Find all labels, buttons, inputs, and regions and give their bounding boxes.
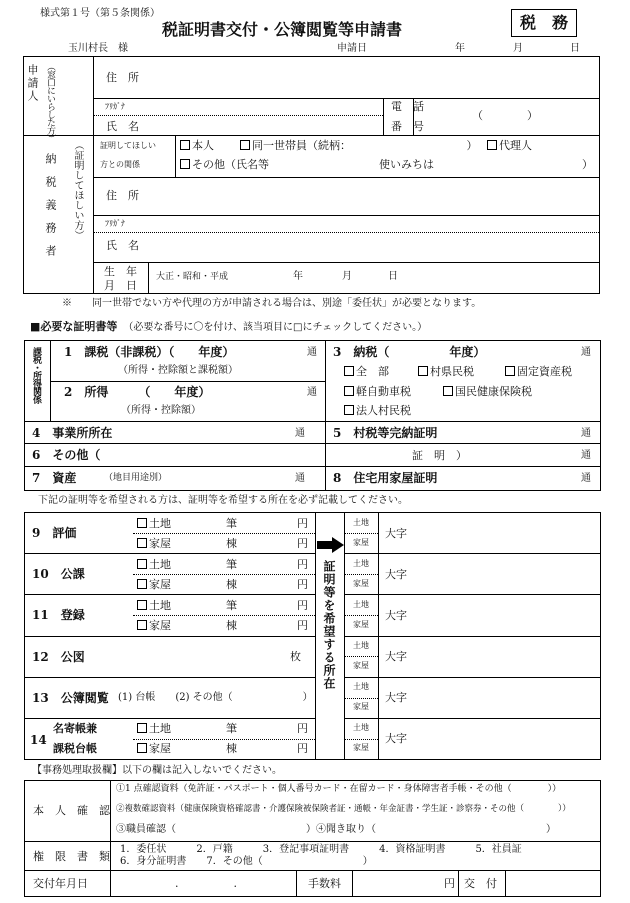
issue-date-dots: . .: [175, 877, 237, 890]
prop-11-fude: 筆: [226, 599, 237, 612]
loc-6-land: 土地: [353, 723, 369, 732]
cert-item-6[interactable]: 6 その他（: [32, 448, 101, 462]
prop-10-yen-1: 円: [297, 558, 308, 571]
loc-4-house: 家屋: [353, 661, 369, 670]
cert-item-2-unit: 通: [307, 387, 317, 398]
identity-check-line-2: ②複数確認資料（健康保険資格確認書・介護保険被保険者証・通帳・年金証書・学生証・診察券・その他（ ））: [116, 804, 571, 814]
loc-6-house: 家屋: [353, 743, 369, 752]
cert-item-1[interactable]: 1 課税（非課税）（ 年度）: [64, 345, 235, 359]
page-title: 税証明書交付・公簿閲覧等申請書: [162, 20, 403, 39]
prop-item-14-title-2[interactable]: 課税台帳: [53, 742, 97, 755]
relation-label-line2: 方との関係: [100, 160, 140, 169]
taxpayer-name-label: 氏 名: [106, 239, 139, 252]
fee-label: 手数料: [308, 877, 341, 890]
certificate-table: [24, 340, 601, 491]
birth-month: 月: [342, 271, 352, 282]
prop-11-house-checkbox[interactable]: 家屋: [137, 620, 171, 631]
prop-9-fude: 筆: [226, 517, 237, 530]
prop-10-yen-2: 円: [297, 578, 308, 591]
taxpayer-address-label: 住 所: [106, 189, 139, 202]
prop-14-yen-2: 円: [297, 742, 308, 755]
relation-other-checkbox[interactable]: その他（氏名等 使いみちは: [180, 159, 434, 170]
cert-item-5[interactable]: 5 村税等完納証明: [333, 426, 438, 440]
stamp-box: 税 務: [511, 9, 577, 37]
authority-docs-line-1: 1．委任状 2．戸籍 3．登記事項証明書 4．資格証明書 5．社員証: [120, 844, 522, 855]
applicant-name-label: 氏 名: [106, 120, 139, 133]
prop-10-fude: 筆: [226, 558, 237, 571]
section-heading: ■必要な証明書等 （必要な番号に〇を付け、該当項目に□にチェックしてください。）: [30, 320, 428, 333]
cert-item-4-unit: 通: [295, 428, 305, 439]
mayor-addressee: 玉川村長 様: [68, 43, 128, 54]
cert-item-3[interactable]: 3 納税（ 年度）: [333, 345, 486, 359]
cert-item-5-unit: 通: [581, 428, 591, 439]
tax-option-light-vehicle[interactable]: 軽自動車税: [344, 386, 411, 397]
relation-agent-checkbox[interactable]: 代理人: [487, 140, 532, 151]
birth-era-options[interactable]: 大正・昭和・平成: [156, 272, 229, 282]
loc-5-land: 土地: [353, 682, 369, 691]
taxpayer-address-field[interactable]: [150, 180, 590, 213]
applicant-address-field[interactable]: [150, 60, 590, 96]
authority-docs-label: 権 限 書 類: [33, 850, 110, 863]
cert-item-3-unit: 通: [581, 347, 591, 358]
cert-item-6-unit: 通: [581, 450, 591, 461]
taxpayer-furigana-label: ﾌﾘｶﾞﾅ: [105, 219, 125, 228]
cert-item-6-mid: 証 明 ）: [412, 449, 467, 462]
phone-label-line2: 番 号: [391, 120, 424, 133]
cert-item-7-sub: （地目用途別）: [104, 473, 168, 483]
cert-item-4[interactable]: 4 事業所所在: [32, 426, 113, 440]
applicant-side-sublabel: （窓口にいらした方）: [45, 62, 55, 142]
prop-11-yen-2: 円: [297, 619, 308, 632]
prop-14-fude: 筆: [226, 722, 237, 735]
loc-6-oaza[interactable]: 大字: [385, 732, 407, 745]
prop-10-land-checkbox[interactable]: 土地: [137, 559, 171, 570]
cert-item-1-unit: 通: [307, 347, 317, 358]
prop-item-14-number: 14: [30, 733, 47, 747]
application-date-label: 申請日: [337, 43, 367, 54]
office-use-caption: 【事務処理取扱欄】以下の欄は記入しないでください。: [32, 765, 282, 776]
loc-1-oaza[interactable]: 大字: [385, 527, 407, 540]
cert-item-2[interactable]: 2 所得 （ 年度）: [64, 385, 211, 399]
loc-1-house: 家屋: [353, 538, 369, 547]
loc-3-oaza[interactable]: 大字: [385, 609, 407, 622]
prop-9-land-checkbox[interactable]: 土地: [137, 518, 171, 529]
identity-check-line-3: ③職員確認（ ）④聞き取り（ ）: [116, 824, 556, 835]
prop-11-tou: 棟: [226, 619, 237, 632]
taxpayer-name-field[interactable]: [150, 218, 590, 260]
birth-day: 日: [388, 271, 398, 282]
identity-check-label: 本 人 確 認: [33, 804, 110, 817]
prop-item-14-title-1[interactable]: 名寄帳兼: [53, 722, 97, 735]
prop-9-yen-2: 円: [297, 537, 308, 550]
delivered-label: 交 付: [464, 877, 497, 890]
identity-check-line-1: ①1 点確認資料（免許証・パスポート・個人番号カード・在留カード・身体障害者手帳・その他（ ））: [116, 784, 562, 794]
loc-4-land: 土地: [353, 641, 369, 650]
prop-10-house-checkbox[interactable]: 家屋: [137, 579, 171, 590]
relation-label-line1: 証明してほしい: [100, 141, 156, 150]
relation-self-checkbox[interactable]: 本人: [180, 140, 214, 151]
tax-option-corporate[interactable]: 法人村民税: [344, 405, 411, 416]
fee-yen: 円: [444, 877, 455, 890]
prop-item-9[interactable]: 9 評価: [32, 526, 77, 540]
form-number: 様式第１号（第５条関係）: [40, 8, 160, 19]
loc-2-land: 土地: [353, 559, 369, 568]
relation-household-checkbox[interactable]: 同一世帯員（続柄： ）: [240, 140, 478, 151]
applicant-furigana-label: ﾌﾘｶﾞﾅ: [105, 102, 125, 111]
relation-other-close-paren: ）: [582, 158, 593, 171]
prop-13-options[interactable]: (1) 台帳 (2) その他（ ）: [118, 692, 313, 703]
date-day: 日: [570, 43, 580, 54]
tax-option-property[interactable]: 固定資産税: [505, 366, 572, 377]
tax-option-all[interactable]: 全 部: [344, 366, 389, 377]
prop-14-house-checkbox[interactable]: 家屋: [137, 743, 171, 754]
phone-area-code-field[interactable]: （ ）: [472, 109, 538, 122]
phone-label-line1: 電 話: [391, 100, 424, 113]
tax-option-health-insurance[interactable]: 国民健康保険税: [443, 386, 532, 397]
cert-item-8-unit: 通: [581, 473, 591, 484]
prop-12-unit: 枚: [290, 650, 301, 663]
cert-item-8[interactable]: 8 住宅用家屋証明: [333, 471, 438, 485]
birth-label-line2: 月 日: [104, 279, 137, 292]
taxpayer-side-sublabel: （証明してほしい方）: [72, 140, 83, 240]
applicant-address-label: 住 所: [106, 71, 139, 84]
loc-5-house: 家屋: [353, 702, 369, 711]
prop-9-tou: 棟: [226, 537, 237, 550]
cert-item-7-unit: 通: [295, 473, 305, 484]
loc-1-land: 土地: [353, 518, 369, 527]
loc-3-house: 家屋: [353, 620, 369, 629]
taxpayer-side-label: 納税義務者: [44, 153, 57, 268]
prop-item-11[interactable]: 11 登録: [32, 608, 85, 622]
prop-14-yen-1: 円: [297, 722, 308, 735]
prop-9-house-checkbox[interactable]: 家屋: [137, 538, 171, 549]
location-center-label: 証明等を希望する所在: [322, 560, 336, 690]
prop-item-13[interactable]: 13 公簿閲覧: [32, 691, 109, 705]
property-location-note: 下記の証明等を希望される方は、証明等を希望する所在を必ず記載してください。: [38, 495, 408, 506]
arrow-right-icon: [317, 537, 345, 553]
loc-5-oaza[interactable]: 大字: [385, 691, 407, 704]
applicant-side-label: 申請人: [26, 64, 39, 103]
cert-item-7[interactable]: 7 資産: [32, 471, 77, 485]
proxy-notice: ※ 同一世帯でない方や代理の方が申請される場合は、別途「委任状」が必要となります。: [62, 298, 482, 309]
prop-9-yen-1: 円: [297, 517, 308, 530]
prop-item-12[interactable]: 12 公図: [32, 650, 85, 664]
prop-11-yen-1: 円: [297, 599, 308, 612]
prop-14-tou: 棟: [226, 742, 237, 755]
authority-docs-line-2: 6．身分証明書 7．その他（ ）: [120, 856, 373, 867]
prop-14-land-checkbox[interactable]: 土地: [137, 723, 171, 734]
loc-2-oaza[interactable]: 大字: [385, 568, 407, 581]
loc-2-house: 家屋: [353, 579, 369, 588]
prop-11-land-checkbox[interactable]: 土地: [137, 600, 171, 611]
cert-item-1-sub: （所得・控除額と課税額）: [118, 365, 238, 376]
cert-item-2-sub: （所得・控除額）: [121, 405, 201, 416]
tax-option-resident[interactable]: 村県民税: [418, 366, 474, 377]
date-month: 月: [513, 43, 523, 54]
birth-label-line1: 生 年: [104, 265, 137, 278]
prop-10-tou: 棟: [226, 578, 237, 591]
tax-income-side-label: 課税・所得関係: [31, 347, 41, 403]
date-year: 年: [455, 43, 465, 54]
prop-item-10[interactable]: 10 公課: [32, 567, 85, 581]
loc-4-oaza[interactable]: 大字: [385, 650, 407, 663]
applicant-name-field[interactable]: [150, 100, 380, 133]
birth-year: 年: [293, 271, 303, 282]
loc-3-land: 土地: [353, 600, 369, 609]
issue-date-label: 交付年月日: [33, 877, 88, 890]
